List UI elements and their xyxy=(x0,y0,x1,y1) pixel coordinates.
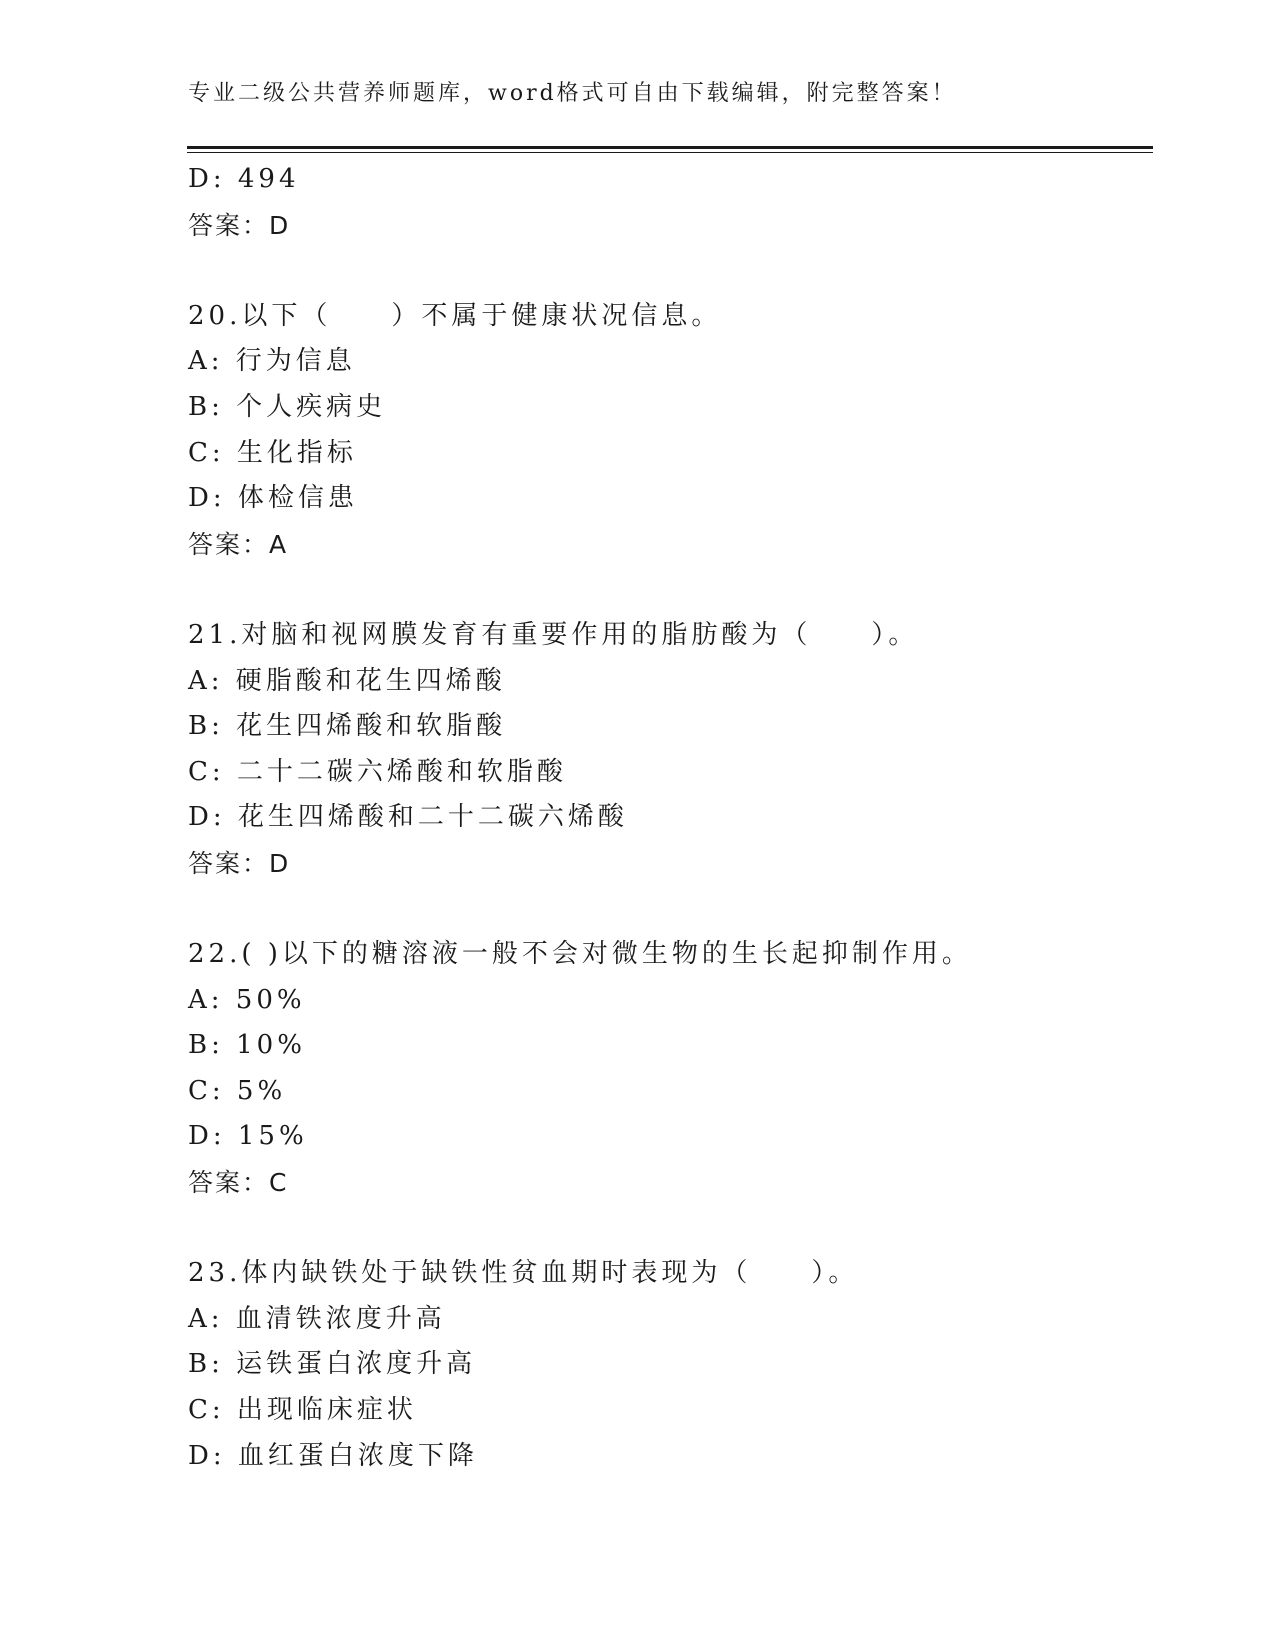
answer-line: 答案：D xyxy=(188,848,291,878)
answer-line: 答案：D xyxy=(188,210,291,240)
question-stem: 20.以下（ ）不属于健康状况信息。 xyxy=(188,300,722,331)
option-a: A: 50% xyxy=(188,984,306,1015)
option-d: D: 体检信患 xyxy=(188,483,358,514)
option-d: D: 花生四烯酸和二十二碳六烯酸 xyxy=(188,802,628,833)
option-c: C: 二十二碳六烯酸和软脂酸 xyxy=(188,756,567,787)
question-list xyxy=(188,157,1148,1479)
option-b: B: 个人疾病史 xyxy=(188,391,387,422)
answer-line: 答案：A xyxy=(188,529,289,559)
question-stem: 21.对脑和视网膜发育有重要作用的脂肪酸为（ ）。 xyxy=(188,619,919,650)
question-stem: 22.( )以下的糖溶液一般不会对微生物的生长起抑制作用。 xyxy=(188,939,972,970)
question-22 xyxy=(188,932,1148,1206)
answer-line: 答案：C xyxy=(188,1168,289,1198)
question-20 xyxy=(188,294,1148,568)
option-c: C: 出现临床症状 xyxy=(188,1395,417,1426)
option-a: A: 血清铁浓度升高 xyxy=(188,1303,446,1334)
option-c: C: 生化指标 xyxy=(188,437,357,468)
page-header: 专业二级公共营养师题库，word格式可自由下载编辑，附完整答案！ xyxy=(188,81,957,106)
option-b: B: 运铁蛋白浓度升高 xyxy=(188,1349,477,1380)
option-c: C: 5% xyxy=(188,1075,287,1106)
option-d: D: 15% xyxy=(188,1121,308,1152)
option-d: D: 血红蛋白浓度下降 xyxy=(188,1440,478,1471)
option-b: B: 花生四烯酸和软脂酸 xyxy=(188,711,507,742)
spacer xyxy=(188,1206,1148,1252)
option-a: A: 硬脂酸和花生四烯酸 xyxy=(188,665,506,696)
spacer xyxy=(188,248,1148,294)
option-d: D: 494 xyxy=(188,164,300,194)
question-21 xyxy=(188,613,1148,887)
header-rule-thin xyxy=(187,152,1153,153)
option-a: A: 行为信息 xyxy=(188,346,356,377)
question-stem: 23.体内缺铁处于缺铁性贫血期时表现为（ ）。 xyxy=(188,1258,859,1289)
question-23 xyxy=(188,1251,1148,1479)
spacer xyxy=(188,567,1148,613)
option-b: B: 10% xyxy=(188,1030,306,1061)
spacer xyxy=(188,887,1148,933)
header-rule-thick xyxy=(187,146,1153,149)
